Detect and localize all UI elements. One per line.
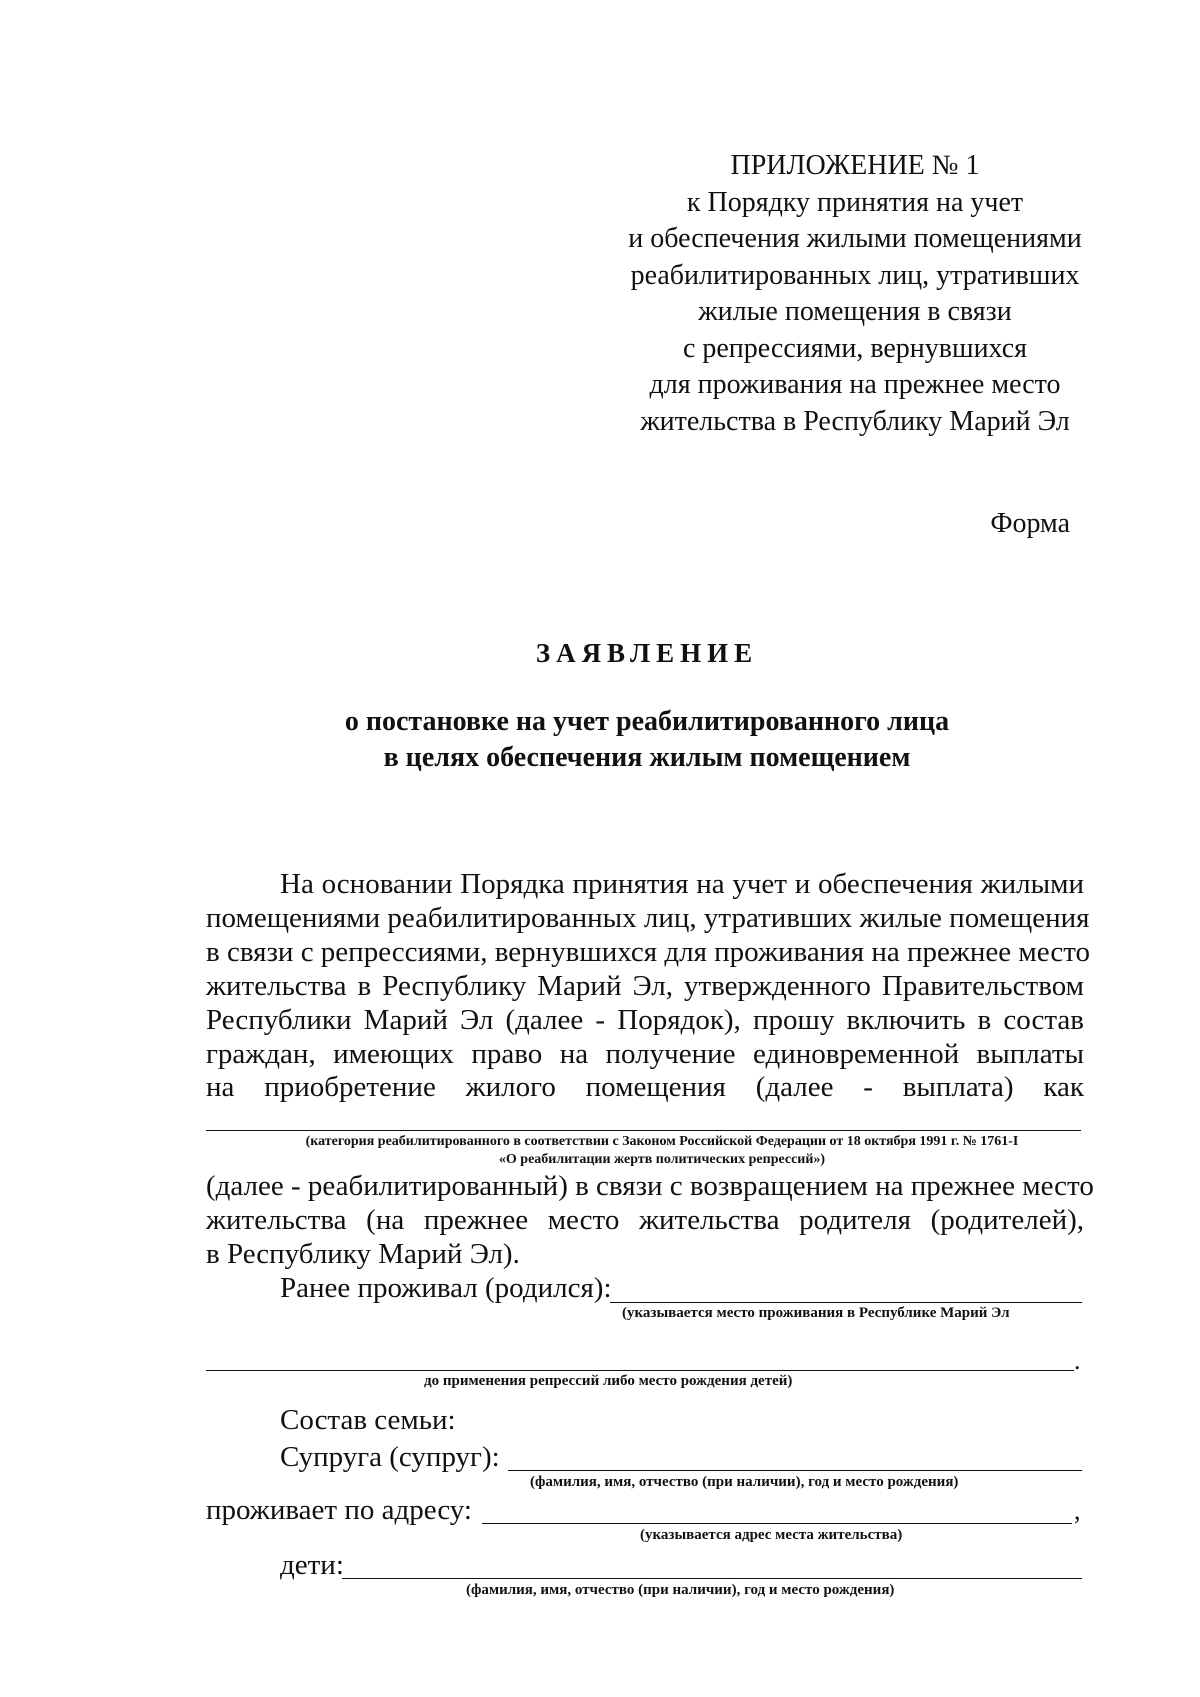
previous-residence-field-line-2[interactable] xyxy=(206,1370,1074,1371)
paragraph-line: жительства в Республику Марий Эл, утвержденного Правительством xyxy=(206,970,1084,1002)
form-label: Форма xyxy=(990,508,1070,539)
appendix-line: к Порядку принятия на учет xyxy=(686,186,1024,218)
appendix-line: для проживания на прежнее место xyxy=(649,369,1061,400)
appendix-title: ПРИЛОЖЕНИЕ № 1 xyxy=(730,150,980,181)
address-end: , xyxy=(1074,1496,1081,1525)
subtitle-line: о постановке на учет реабилитированного лица xyxy=(344,706,950,737)
children-field-line[interactable] xyxy=(342,1578,1082,1579)
subtitle-line: в целях обеспечения жилым помещением xyxy=(383,742,911,773)
family-heading: Состав семьи: xyxy=(280,1404,456,1436)
previous-residence-hint: (указывается место проживания в Республике Марий Эл xyxy=(622,1305,1010,1321)
children-label: дети: xyxy=(280,1549,344,1581)
paragraph-line: жительства (на прежнее место жительства родителя (родителей), xyxy=(206,1204,1084,1236)
document-subtitle xyxy=(0,704,1200,776)
spouse-label: Супруга (супруг): xyxy=(280,1441,500,1473)
previous-residence-field-line[interactable] xyxy=(610,1302,1082,1303)
appendix-line: жительства в Республику Марий Эл xyxy=(640,405,1070,437)
spouse-field-line[interactable] xyxy=(508,1470,1082,1471)
address-hint: (указывается адрес места жительства) xyxy=(640,1527,903,1543)
paragraph-line: в связи с репрессиями, вернувшихся для проживания на прежнее место xyxy=(206,936,1091,968)
appendix-line: с репрессиями, вернувшихся xyxy=(682,332,1028,364)
document-title: ЗАЯВЛЕНИЕ xyxy=(535,638,759,668)
category-field-line[interactable] xyxy=(206,1130,1081,1131)
paragraph-line: граждан, имеющих право на получение единовременной выплаты xyxy=(206,1038,1084,1070)
category-hint: (категория реабилитированного в соответствии с Законом Российской Федерации от 18 октября 1991 г. № 1761-I xyxy=(305,1134,1019,1149)
paragraph-line: в Республику Марий Эл). xyxy=(206,1238,520,1270)
appendix-line: и обеспечения жилыми помещениями xyxy=(628,223,1082,254)
children-hint: (фамилия, имя, отчество (при наличии), год и место рождения) xyxy=(466,1582,895,1598)
paragraph-line: Республики Марий Эл (далее - Порядок), прошу включить в состав xyxy=(206,1004,1084,1036)
paragraph-line: (далее - реабилитированный) в связи с возвращением на прежнее место xyxy=(206,1170,1094,1202)
category-hint: «О реабилитации жертв политических репрессий») xyxy=(498,1152,826,1167)
address-label: проживает по адресу: xyxy=(206,1494,472,1526)
spouse-hint: (фамилия, имя, отчество (при наличии), год и место рождения) xyxy=(530,1474,959,1490)
paragraph-line: На основании Порядка принятия на учет и обеспечения жилыми xyxy=(280,868,1084,900)
paragraph-line: помещениями реабилитированных лиц, утративших жилые помещения xyxy=(206,902,1090,934)
previous-residence-label: Ранее проживал (родился): xyxy=(280,1272,612,1304)
appendix-line: реабилитированных лиц, утративших xyxy=(630,259,1080,291)
appendix-line: жилые помещения в связи xyxy=(698,296,1012,327)
address-field-line[interactable] xyxy=(482,1523,1072,1524)
paragraph-line: на приобретение жилого помещения (далее - выплата) как xyxy=(206,1071,1084,1103)
previous-residence-hint-2: до применения репрессий либо место рождения детей) xyxy=(424,1373,793,1389)
previous-residence-end: . xyxy=(1074,1346,1081,1375)
appendix-header xyxy=(620,148,1090,440)
